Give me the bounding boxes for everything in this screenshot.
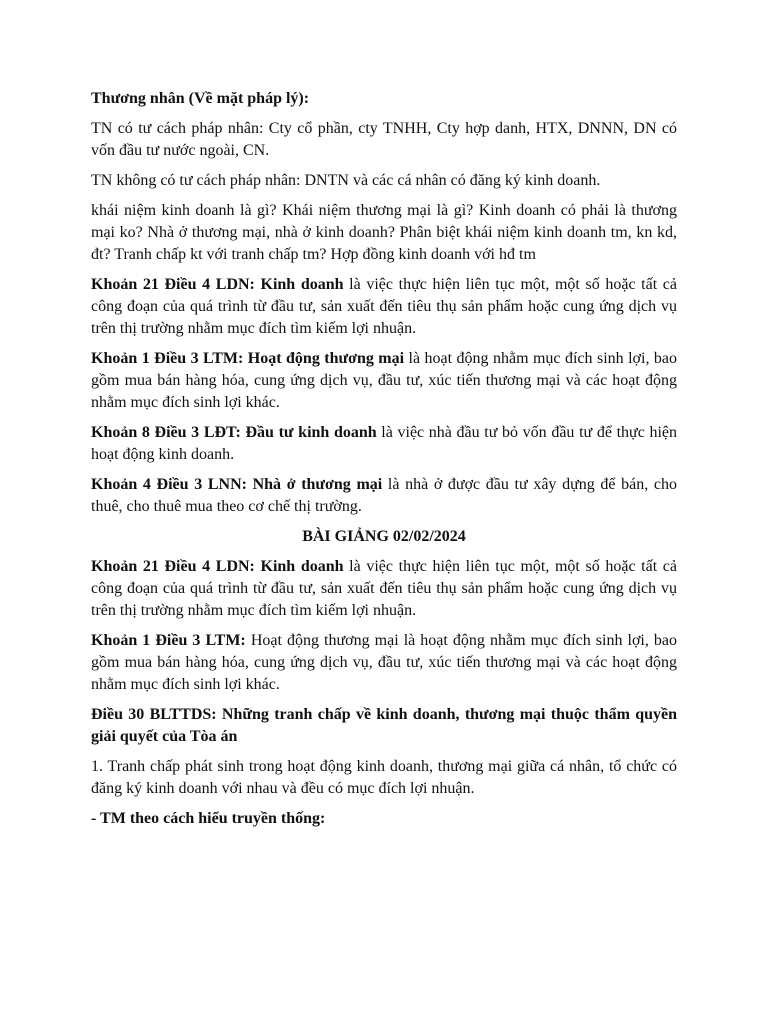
heading-thuong-nhan: Thương nhân (Về mặt pháp lý): <box>91 90 310 107</box>
paragraph-questions: khái niệm kinh doanh là gì? Khái niệm thương mại là gì? Kinh doanh có phải là thương mại ko? Nhà ở thương mại, nhà ở kinh doanh? Phân biệt khái niệm kinh doanh tm, kn kd, đt? Tranh chấp kt với tranh chấp tm? Hợp đồng kinh doanh với hđ tm <box>91 202 677 263</box>
paragraph-dieu30-item1: 1. Tranh chấp phát sinh trong hoạt động kinh doanh, thương mại giữa cá nhân, tổ chức có đăng ký kinh doanh với nhau và đều có mục đích lợi nhuận. <box>91 758 677 797</box>
document-page <box>91 88 677 838</box>
label-k4: Khoản 4 Điều 3 LNN: Nhà ở thương mại <box>91 476 383 493</box>
text-k21b: là việc thực hiện liên tục một, một số hoặc tất cả công đoạn của quá trình từ đầu tư, sản xuất đến tiêu thụ sản phẩm hoặc cung ứng dịch vụ trên thị trường nhằm mục đích tìm kiếm lợi nhuận. <box>91 558 678 619</box>
paragraph-tn-khong-tu-cach: TN không có tư cách pháp nhân: DNTN và các cá nhân có đăng ký kinh doanh. <box>91 172 601 189</box>
text-k1: là hoạt động nhằm mục đích sinh lợi, bao gồm mua bán hàng hóa, cung ứng dịch vụ, đầu tư, xúc tiến thương mại và các hoạt động nhằm mục đích sinh lợi khác. <box>91 350 678 411</box>
text-k21: là việc thực hiện liên tục một, một số hoặc tất cả công đoạn của quá trình từ đầu tư, sản xuất đến tiêu thụ sản phẩm hoặc cung ứng dịch vụ trên thị trường nhằm mục đích tìm kiếm lợi nhuận. <box>91 276 678 337</box>
paragraph-k21-dieu4-ldn <box>91 274 677 340</box>
paragraph-tn-co-tu-cach: TN có tư cách pháp nhân: Cty cổ phần, cty TNHH, Cty hợp danh, HTX, DNNN, DN có vốn đầu tư nước ngoài, CN. <box>91 120 677 159</box>
label-k8: Khoản 8 Điều 3 LĐT: Đầu tư kinh doanh <box>91 424 377 441</box>
paragraph-k21-dieu4-ldn-repeat <box>91 556 677 622</box>
label-k21b: Khoản 21 Điều 4 LDN: Kinh doanh <box>91 558 344 575</box>
label-k1: Khoản 1 Điều 3 LTM: Hoạt động thương mại <box>91 350 405 367</box>
heading-tm-traditional: - TM theo cách hiểu truyền thống: <box>91 810 326 827</box>
paragraph-k1-dieu3-ltm-repeat <box>91 630 677 696</box>
label-k21: Khoản 21 Điều 4 LDN: Kinh doanh <box>91 276 344 293</box>
text-k4: là nhà ở được đầu tư xây dựng để bán, cho thuê, cho thuê mua theo cơ chế thị trường. <box>91 476 677 515</box>
label-k1b: Khoản 1 Điều 3 LTM: <box>91 632 246 649</box>
heading-dieu30-blttds: Điều 30 BLTTDS: Những tranh chấp về kinh doanh, thương mại thuộc thẩm quyền giải quyết của Tòa án <box>91 706 677 745</box>
text-k8: là việc nhà đầu tư bỏ vốn đầu tư để thực hiện hoạt động kinh doanh. <box>91 424 677 463</box>
paragraph-k1-dieu3-ltm <box>91 348 677 414</box>
lecture-title: BÀI GIẢNG 02/02/2024 <box>302 528 466 545</box>
paragraph-k4-dieu3-lnn <box>91 474 677 518</box>
paragraph-k8-dieu3-ldt <box>91 422 677 466</box>
text-k1b: Hoạt động thương mại là hoạt động nhằm mục đích sinh lợi, bao gồm mua bán hàng hóa, cung ứng dịch vụ, đầu tư, xúc tiến thương mại và các hoạt động nhằm mục đích sinh lợi khác. <box>91 632 678 693</box>
